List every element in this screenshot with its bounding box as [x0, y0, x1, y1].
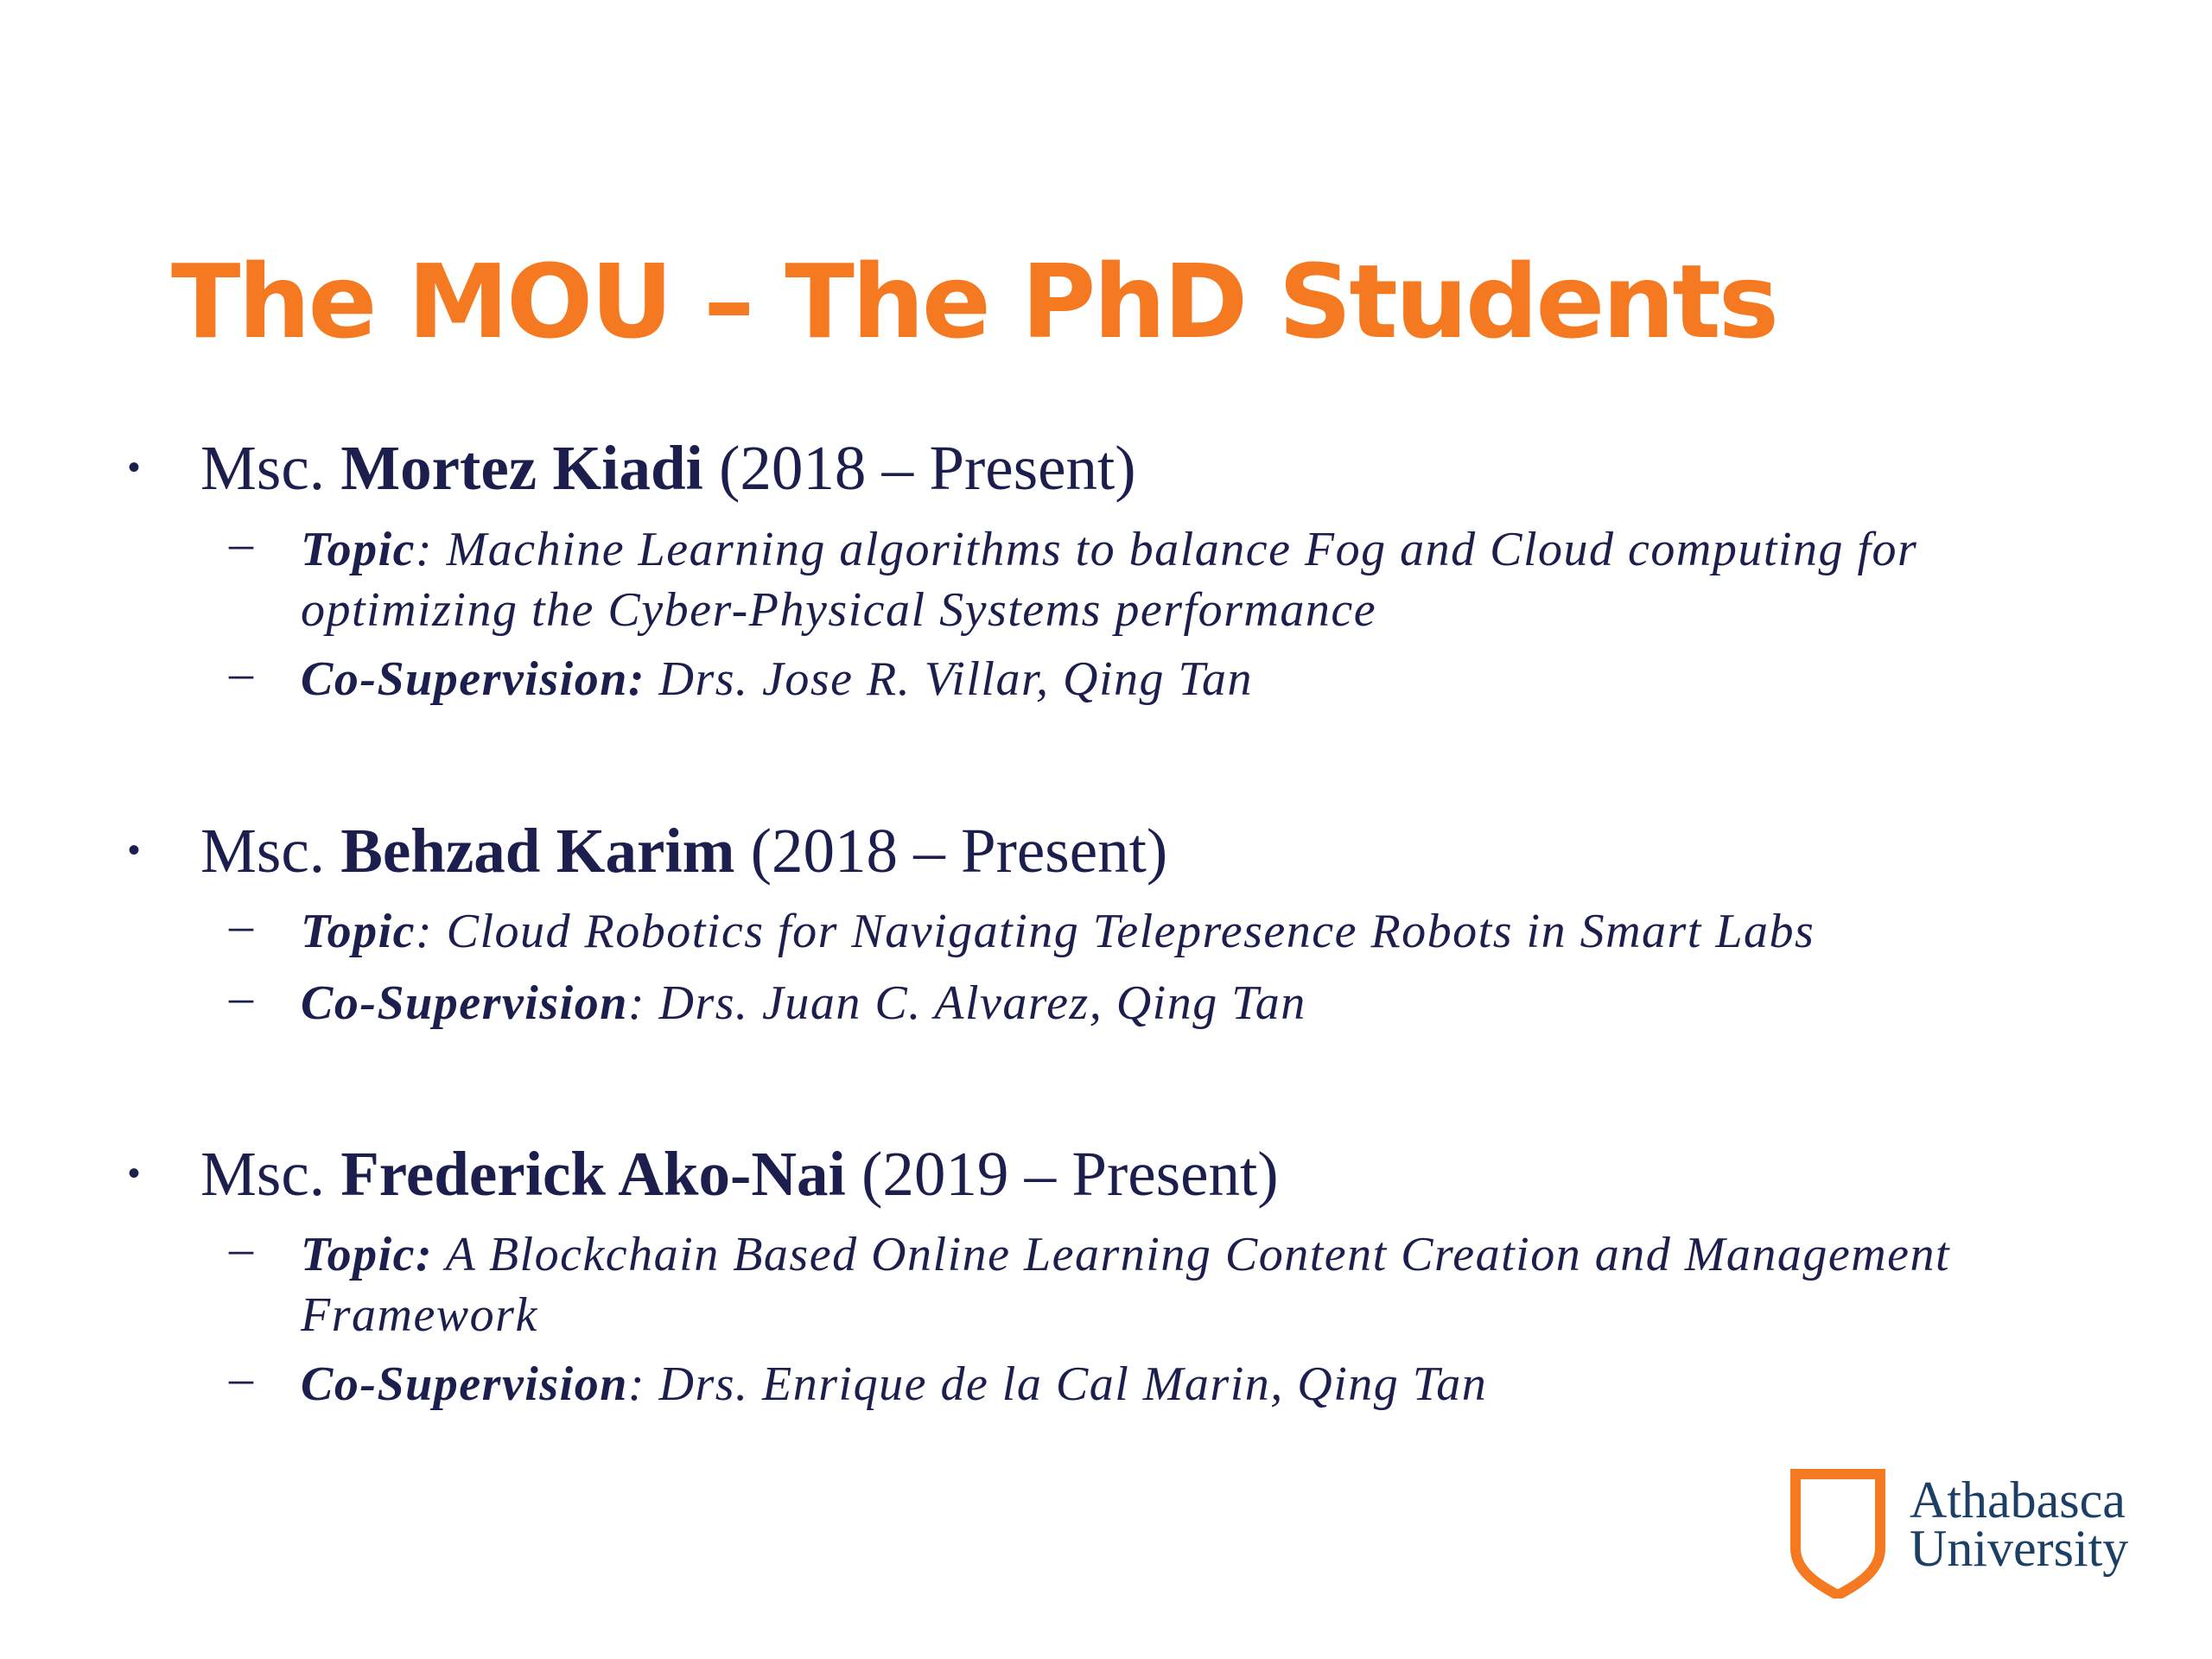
student-line: [200, 433, 1136, 503]
topic-label: Topic: [301, 905, 416, 958]
topic-label: Topic: [301, 523, 416, 576]
bullet: •: [128, 1154, 141, 1192]
bullet: •: [128, 448, 141, 486]
shield-icon: [1790, 1469, 1885, 1599]
slide-title: The MOU – The PhD Students: [171, 242, 1777, 361]
dash: –: [229, 970, 253, 1024]
supervision-value: : Drs. Juan C. Alvarez, Qing Tan: [627, 976, 1306, 1030]
topic-text: [301, 901, 2046, 962]
supervision-text: [301, 973, 2046, 1033]
student-line: [200, 816, 1168, 886]
dash: –: [229, 1222, 253, 1275]
student-name: Frederick Ako-Nai: [340, 1139, 846, 1209]
university-name: [1910, 1471, 2129, 1577]
topic-value: : Cloud Robotics for Navigating Telepresence Robots in Smart Labs: [415, 905, 1815, 958]
student-name: Mortez Kiadi: [340, 433, 703, 503]
supervision-label: Co-Supervision: [301, 976, 628, 1030]
dash: –: [229, 646, 253, 700]
athabasca-logo: [1790, 1469, 2171, 1607]
dash: –: [229, 1351, 253, 1405]
topic-label: Topic:: [301, 1228, 434, 1281]
logo-line-2: University: [1910, 1520, 2129, 1577]
student-period: (2019 – Present): [861, 1139, 1279, 1209]
student-prefix: Msc.: [200, 433, 325, 503]
bullet: •: [128, 831, 141, 869]
student-period: (2018 – Present): [750, 816, 1168, 886]
student-prefix: Msc.: [200, 816, 325, 886]
supervision-value: Drs. Jose R. Villar, Qing Tan: [645, 652, 1254, 706]
topic-text: [301, 1224, 2046, 1345]
logo-line-1: Athabasca: [1910, 1471, 2126, 1529]
supervision-value: : Drs. Enrique de la Cal Marin, Qing Tan: [627, 1357, 1488, 1411]
supervision-text: [301, 649, 2046, 709]
supervision-label: Co-Supervision: [301, 1357, 628, 1411]
supervision-text: [301, 1354, 2046, 1414]
dash: –: [229, 899, 253, 952]
dash: –: [229, 517, 253, 570]
topic-value: : Machine Learning algorithms to balance Fog and Cloud computing for optimizing the Cyber-Physical Systems performance: [301, 523, 1918, 637]
topic-value: A Blockchain Based Online Learning Content Creation and Management Framework: [301, 1228, 1951, 1342]
student-name: Behzad Karim: [340, 816, 735, 886]
supervision-label: Co-Supervision:: [301, 652, 645, 706]
student-line: [200, 1139, 1279, 1209]
student-period: (2018 – Present): [719, 433, 1136, 503]
topic-text: [301, 519, 2046, 640]
student-prefix: Msc.: [200, 1139, 325, 1209]
